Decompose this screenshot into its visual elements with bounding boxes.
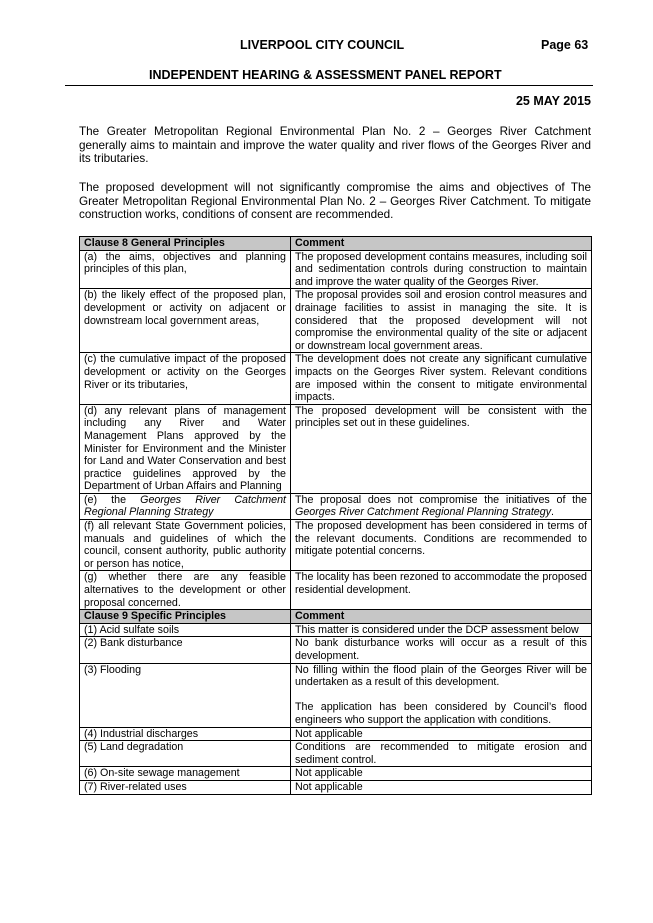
principle-cell: (f) all relevant State Government policies, manuals and guidelines of which the council, consent authority, public authority or person has notice,	[80, 520, 291, 571]
principle-cell: (1) Acid sulfate soils	[80, 623, 291, 637]
principle-cell: (c) the cumulative impact of the proposed development or activity on the Georges River or its tributaries,	[80, 353, 291, 404]
table-row	[80, 250, 592, 289]
comment-cell: This matter is considered under the DCP assessment below	[291, 623, 592, 637]
comment-header: Comment	[291, 237, 592, 251]
comment-cell: The development does not create any significant cumulative impacts on the Georges River system. Relevant conditions are imposed within the consent to mitigate environmental impacts.	[291, 353, 592, 404]
table-row	[80, 663, 592, 727]
principle-cell	[80, 493, 291, 519]
report-date: 25 MAY 2015	[515, 94, 591, 108]
table-row	[80, 289, 592, 353]
page-number: Page 63	[541, 38, 589, 52]
paragraph-1: The Greater Metropolitan Regional Environmental Plan No. 2 – Georges River Catchment generally aims to maintain and improve the water quality and river flows of the Georges River and its tributaries.	[79, 125, 591, 166]
principle-cell: (3) Flooding	[80, 663, 291, 727]
principle-cell: (7) River-related uses	[80, 780, 291, 794]
table-row	[80, 741, 592, 767]
comment-paragraph: No filling within the flood plain of the Georges River will be undertaken as a result of this development.	[295, 663, 587, 689]
comment-prefix: The proposal does not compromise the initiatives of the	[295, 493, 587, 506]
principle-cell: (5) Land degradation	[80, 741, 291, 767]
comment-cell: The proposed development has been considered in terms of the relevant documents. Conditions are recommended to mitigate potential concerns.	[291, 520, 592, 571]
comment-cell: Not applicable	[291, 727, 592, 741]
paragraph-gap	[295, 689, 587, 702]
strategy-title: Georges River Catchment Regional Planning Strategy	[295, 506, 552, 519]
comment-cell: The proposed development contains measures, including soil and sedimentation controls during construction to maintain and improve the water quality of the Georges River.	[291, 250, 592, 289]
clause8-header-row	[80, 237, 592, 251]
principle-cell: (g) whether there are any feasible alternatives to the development or other proposal concerned.	[80, 571, 291, 610]
clause8-header: Clause 8 General Principles	[80, 237, 291, 251]
table-row	[80, 520, 592, 571]
principles-table	[79, 236, 592, 795]
comment-suffix: .	[551, 506, 555, 519]
table-row	[80, 780, 592, 794]
principle-cell: (6) On-site sewage management	[80, 767, 291, 781]
council-name: LIVERPOOL CITY COUNCIL	[240, 38, 405, 52]
comment-cell: Not applicable	[291, 767, 592, 781]
strategy-title: Georges River Catchment Regional Planning Strategy	[84, 493, 286, 519]
principle-prefix: (e) the	[84, 493, 141, 506]
comment-cell: The proposed development will be consistent with the principles set out in these guidelines.	[291, 404, 592, 493]
table-row	[80, 353, 592, 404]
comment-paragraph: The application has been considered by Council’s flood engineers who support the application with conditions.	[295, 701, 587, 726]
table-row	[80, 637, 592, 663]
comment-cell: The proposal provides soil and erosion control measures and drainage facilities to assist in managing the site. It is considered that the proposed development will not compromise the environmental quality of the site or adjacent or downstream local government areas.	[291, 289, 592, 353]
comment-cell: Not applicable	[291, 780, 592, 794]
principle-cell: (4) Industrial discharges	[80, 727, 291, 741]
principle-cell: (b) the likely effect of the proposed plan, development or activity on adjacent or downstream local government areas,	[80, 289, 291, 353]
report-title: INDEPENDENT HEARING & ASSESSMENT PANEL REPORT	[149, 68, 502, 82]
paragraph-2: The proposed development will not significantly compromise the aims and objectives of The Greater Metropolitan Regional Environmental Plan No. 2 – Georges River Catchment. To mitigate construction works, conditions of consent are recommended.	[79, 181, 591, 222]
table-row	[80, 727, 592, 741]
header-rule	[65, 85, 593, 86]
comment-header: Comment	[291, 610, 592, 624]
table-row	[80, 404, 592, 493]
table-row	[80, 571, 592, 610]
table-row	[80, 493, 592, 519]
principle-cell: (a) the aims, objectives and planning principles of this plan,	[80, 250, 291, 289]
clause9-header-row	[80, 610, 592, 624]
comment-cell: The locality has been rezoned to accommodate the proposed residential development.	[291, 571, 592, 610]
comment-cell	[291, 493, 592, 519]
table-row	[80, 767, 592, 781]
principle-cell: (d) any relevant plans of management including any River and Water Management Plans approved by the Minister for Environment and the Minister for Land and Water Conservation and best practice guidelines approved by the Department of Urban Affairs and Planning	[80, 404, 291, 493]
principle-cell: (2) Bank disturbance	[80, 637, 291, 663]
comment-cell: No bank disturbance works will occur as a result of this development.	[291, 637, 592, 663]
comment-cell	[291, 663, 592, 727]
comment-cell: Conditions are recommended to mitigate erosion and sediment control.	[291, 741, 592, 767]
clause9-header: Clause 9 Specific Principles	[80, 610, 291, 624]
table-row	[80, 623, 592, 637]
